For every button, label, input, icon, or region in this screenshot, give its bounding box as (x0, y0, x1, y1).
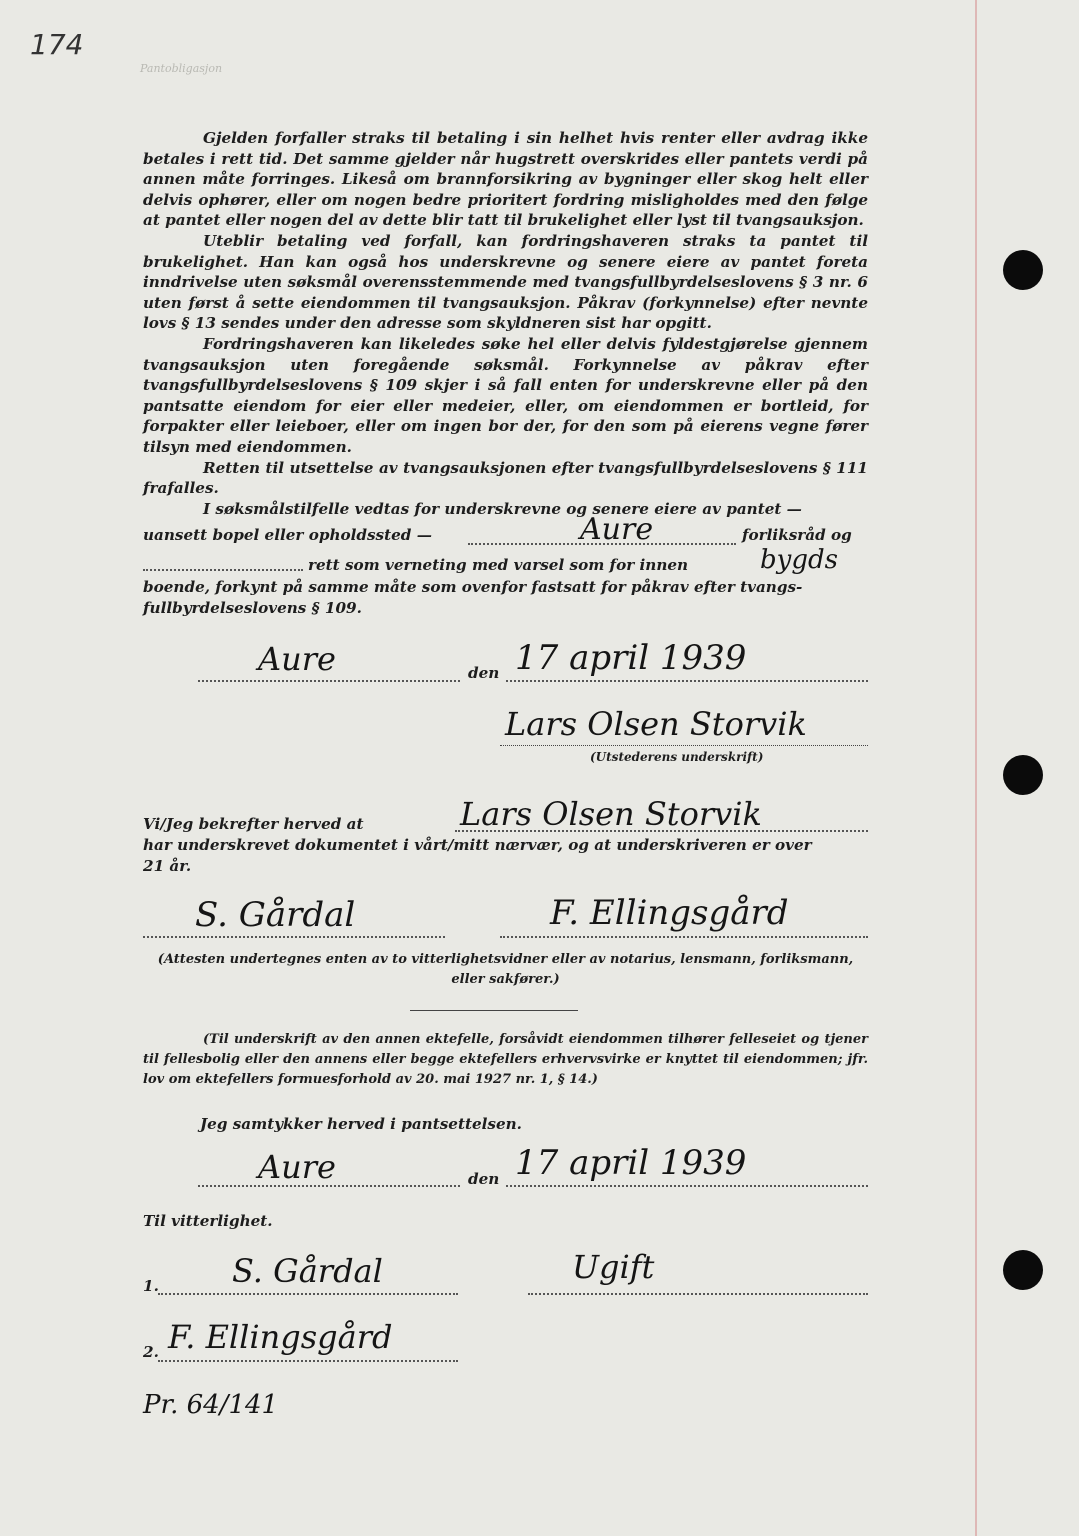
witness-number: 2. (143, 1343, 159, 1361)
paragraph: I søksmålstilfelle vedtas for underskrevne og senere eiere av pantet — (203, 499, 802, 518)
den-label: den (468, 664, 500, 682)
handwritten-name: Lars Olsen Storvik (460, 795, 762, 833)
punch-hole (1003, 1250, 1043, 1290)
fill-line (506, 680, 868, 682)
den-label: den (468, 1170, 500, 1188)
issuer-caption: (Utstederens underskrift) (590, 750, 764, 764)
handwritten-place: Aure (258, 1148, 336, 1186)
signature-line (500, 745, 868, 746)
confirm-line3: 21 år. (143, 857, 192, 875)
bleed-through-text: Pantobligasjon (140, 62, 223, 75)
paragraph: Uteblir betaling ved forfall, kan fordringshaveren straks ta pantet til brukelighet. Han kan også hos underskrevne og senere eiere av pantet foreta inndrivelse uten søksmål overensstemmende med tvangsfullbyrdelseslovens § 3 nr. 6 uten først å sette eiendommen til tvangsauksjon. Påkrav (forkynnelse) efter nevnte lovs § 13 sendes under den adresse som skyldneren sist har opgitt. (143, 231, 868, 333)
fill-line (500, 936, 868, 938)
venue-line1-suffix: forliksråd og (742, 526, 852, 544)
punch-hole (1003, 250, 1043, 290)
handwritten-place: Aure (258, 640, 336, 678)
fill-line (158, 1360, 458, 1362)
fill-line (198, 680, 460, 682)
consent-text: Jeg samtykker herved i pantsettelsen. (200, 1115, 522, 1133)
venue-line4: fullbyrdelseslovens § 109. (143, 599, 362, 617)
page-number: 174 (30, 28, 84, 61)
handwritten-venue: Aure (580, 512, 654, 547)
venue-line2: rett som verneting med varsel som for innen (308, 556, 689, 574)
paragraph: Retten til utsettelse av tvangsauksjonen efter tvangsfullbyrdelseslovens § 111 frafalles. (143, 458, 868, 498)
venue-line3: boende, forkynt på samme måte som ovenfor fastsatt for påkrav efter tvangs- (143, 578, 803, 596)
handwritten-district: bygds (760, 545, 838, 575)
spouse-signature: Ugift (572, 1248, 655, 1286)
fill-line (455, 830, 868, 832)
separator (410, 1010, 578, 1011)
paragraph: Fordringshaveren kan likeledes søke hel eller delvis fyldestgjørelse gjennem tvangsauksjon uten foregående søksmål. Forkynnelse av påkrav efter tvangsfullbyrdelseslovens § 109 skjer i så fall enten for underskrevne eller på den pantsatte eiendom for eier eller medeier, eller, om eiendommen er bortleid, for forpakter eller leieboer, eller om ingen bor der, for den som på eierens vegne fører tilsyn med eiendommen. (143, 334, 868, 456)
confirm-prefix: Vi/Jeg bekrefter herved at (143, 815, 364, 833)
vitterlighet-signature-2: F. Ellingsgård (168, 1318, 393, 1356)
witness-signature-2: F. Ellingsgård (550, 893, 789, 933)
confirm-line2: har underskrevet dokumentet i vårt/mitt nærvær, og at underskriveren er over (143, 836, 812, 854)
issuer-signature: Lars Olsen Storvik (505, 705, 807, 743)
fill-line (506, 1185, 868, 1187)
vitterlighet-label: Til vitterlighet. (143, 1212, 273, 1230)
fill-line (528, 1293, 868, 1295)
footer-reference: Pr. 64/141 (143, 1390, 279, 1420)
spouse-note: (Til underskrift av den annen ektefelle, forsåvidt eiendommen tilhører felleseiet og tjener til fellesbolig eller den annens eller begge ektefellers erhvervsvirke er knyttet til eiendommen; jfr. lov om ektefellers formuesforhold av 20. mai 1927 nr. 1, § 14.) (143, 1032, 868, 1087)
vitterlighet-signature-1: S. Gårdal (232, 1252, 383, 1290)
handwritten-date: 17 april 1939 (515, 1143, 747, 1183)
witness-number: 1. (143, 1277, 159, 1295)
fill-line (143, 936, 445, 938)
fill-line (158, 1293, 458, 1295)
venue-line1-prefix: uansett bopel eller opholdssted — (143, 526, 432, 544)
paragraph: Gjelden forfaller straks til betaling i sin helhet hvis renter eller avdrag ikke betales i rett tid. Det samme gjelder når hugstrett overskrides eller pantets verdi på annen måte forringes. Likeså om brannforsikring av bygninger eller skog helt eller delvis ophører, eller om nogen bedre prioritert fordring misligholdes med den følge at pantet eller nogen del av dette blir tatt til brukelighet eller lyst til tvangsauksjon. (143, 129, 868, 230)
handwritten-date: 17 april 1939 (515, 638, 747, 678)
terms-text (143, 128, 868, 519)
punch-hole (1003, 755, 1043, 795)
margin-line (975, 0, 977, 1536)
fill-line (198, 1185, 460, 1187)
witness-signature-1: S. Gårdal (195, 895, 356, 935)
attest-note: (Attesten undertegnes enten av to vitterlighetsvidner eller av notarius, lensmann, forliksmann, eller sakfører.) (157, 952, 854, 987)
fill-line (143, 569, 303, 571)
